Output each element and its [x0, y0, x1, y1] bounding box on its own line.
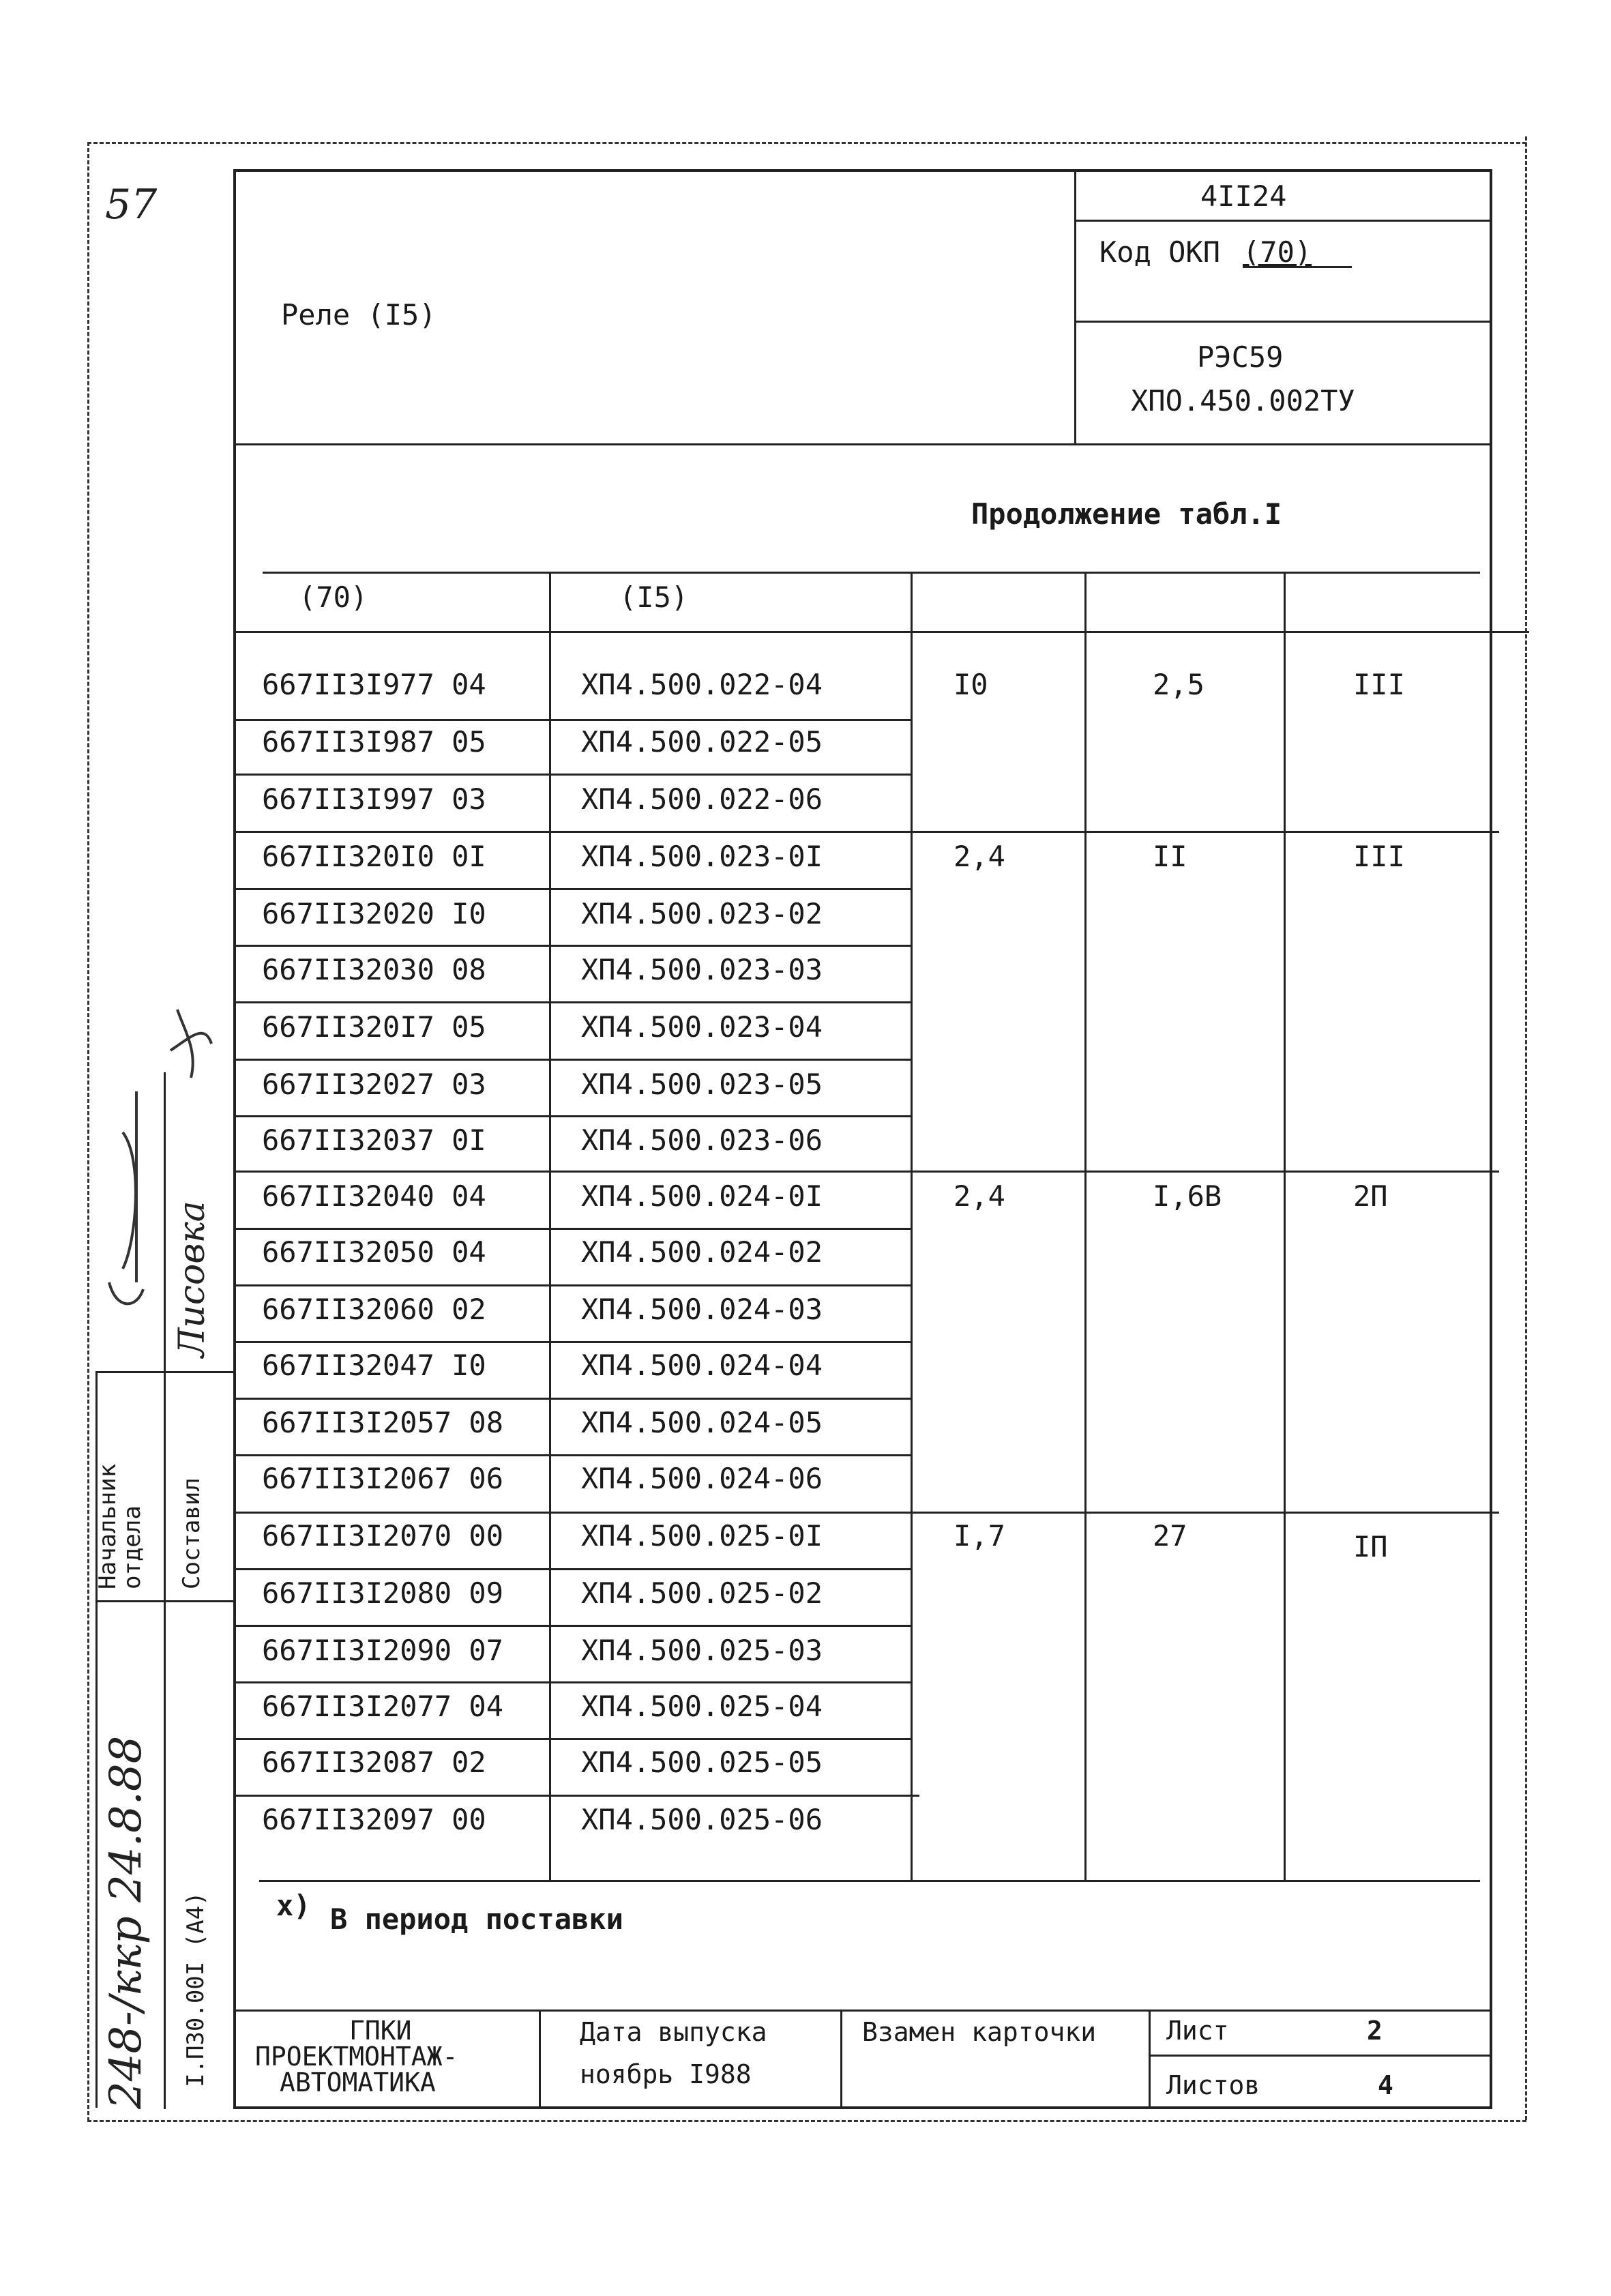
group-value-c5: IП	[1353, 1530, 1388, 1563]
page-number: 57	[105, 181, 158, 229]
signature-strokes	[95, 955, 232, 1378]
table-row-designation: ХП4.500.024-06	[581, 1462, 823, 1495]
code-number: 4II24	[1200, 179, 1287, 213]
table-row-okp: 667II3I977 04	[262, 668, 486, 701]
sheets-label: Листов	[1166, 2070, 1260, 2100]
table-row-designation: ХП4.500.022-06	[581, 782, 823, 816]
table-row-okp: 667II32027 03	[262, 1068, 486, 1101]
replaces-label: Взамен карточки	[862, 2017, 1097, 2047]
group-value-c4: I,6В	[1153, 1179, 1222, 1213]
table-row-designation: ХП4.500.024-02	[581, 1235, 823, 1269]
signature-name: Лисовка	[172, 1201, 213, 1357]
table-row-okp: 667II3I2070 00	[262, 1519, 504, 1552]
form-code: I.ПЗ0.00I (А4)	[182, 1892, 209, 2087]
table-row-designation: ХП4.500.024-04	[581, 1349, 823, 1382]
table-row-okp: 667II3I2080 09	[262, 1576, 504, 1610]
group-value-c4: II	[1153, 840, 1187, 873]
group-value-c5: 2П	[1353, 1179, 1388, 1213]
group-value-c3: I0	[954, 668, 988, 701]
group-value-c3: I,7	[954, 1519, 1005, 1552]
footnote-text: В период поставки	[330, 1902, 623, 1936]
table-row-designation: ХП4.500.025-06	[581, 1803, 823, 1836]
outer-frame-bottom	[87, 2120, 1526, 2122]
table-row-designation: ХП4.500.025-03	[581, 1634, 823, 1667]
table-row-okp: 667II320I7 05	[262, 1010, 486, 1044]
dept-head-label: Начальник отдела	[94, 1463, 146, 1589]
product-title: Реле (I5)	[281, 298, 437, 332]
table-row-designation: ХП4.500.023-0I	[581, 840, 823, 873]
table-row-designation: ХП4.500.022-05	[581, 725, 823, 759]
issue-date-value: ноябрь I988	[580, 2059, 752, 2089]
table-row-designation: ХП4.500.022-04	[581, 668, 823, 701]
header-bottom-line	[233, 443, 1492, 445]
compiled-label: Составил	[178, 1477, 205, 1589]
table-row-designation: ХП4.500.023-02	[581, 897, 823, 930]
table-row-designation: ХП4.500.025-04	[581, 1690, 823, 1723]
outer-frame-left	[87, 142, 89, 2121]
table-row-okp: 667II32030 08	[262, 953, 486, 986]
table-row-designation: ХП4.500.025-02	[581, 1576, 823, 1610]
group-value-c3: 2,4	[954, 840, 1005, 873]
registration-stamp: 248-/ккр 24.8.88	[101, 1735, 151, 2109]
table-row-designation: ХП4.500.025-05	[581, 1746, 823, 1779]
table-row-designation: ХП4.500.025-0I	[581, 1519, 823, 1552]
table-row-okp: 667II32037 0I	[262, 1123, 486, 1157]
group-value-c4: 2,5	[1153, 668, 1204, 701]
table-bottom-line	[259, 1880, 1480, 1882]
table-row-okp: 667II3I2067 06	[262, 1462, 504, 1495]
group-line-3	[233, 1512, 1499, 1514]
footer-org-line-1: ГПКИ	[349, 2016, 412, 2046]
table-row-okp: 667II32060 02	[262, 1293, 486, 1326]
model-name: РЭС59	[1197, 340, 1284, 374]
group-line-2	[233, 1171, 1499, 1173]
sheets-value: 4	[1378, 2070, 1393, 2100]
group-value-c3: 2,4	[954, 1179, 1005, 1213]
table-row-designation: ХП4.500.024-0I	[581, 1179, 823, 1213]
footer-org-line-3: АВТОМАТИКА	[280, 2067, 436, 2098]
signature-stroke	[171, 1010, 211, 1078]
table-row-okp: 667II320I0 0I	[262, 840, 486, 873]
table-row-okp: 667II32040 04	[262, 1179, 486, 1213]
table-row-okp: 667II32097 00	[262, 1803, 486, 1836]
signature-stroke	[109, 1091, 143, 1304]
spec-number: ХПО.450.002ТУ	[1131, 384, 1355, 417]
table-row-designation: ХП4.500.023-05	[581, 1068, 823, 1101]
table-row-designation: ХП4.500.023-04	[581, 1010, 823, 1044]
table-top-line	[263, 572, 1480, 574]
sheet-value: 2	[1367, 2016, 1383, 2046]
okp-code: (70)	[1243, 235, 1312, 269]
table-row-okp: 667II32087 02	[262, 1746, 486, 1779]
table-row-okp: 667II32047 I0	[262, 1349, 486, 1382]
table-row-designation: ХП4.500.023-03	[581, 953, 823, 986]
outer-frame-right	[1525, 136, 1527, 2120]
continuation-label: Продолжение табл.I	[971, 497, 1282, 531]
table-row-okp: 667II3I987 05	[262, 725, 486, 759]
table-row-okp: 667II3I2090 07	[262, 1634, 504, 1667]
table-row-okp: 667II3I2077 04	[262, 1690, 504, 1723]
outer-frame-top	[87, 142, 1526, 144]
footer-org-line-2: ПРОЕКТМОНТАЖ-	[255, 2042, 458, 2072]
group-value-c5: III	[1353, 668, 1405, 701]
footer-top-line	[233, 2010, 1492, 2012]
table-row-okp: 667II32050 04	[262, 1235, 486, 1269]
group-line-1	[233, 831, 1499, 833]
table-row-designation: ХП4.500.024-03	[581, 1293, 823, 1326]
okp-label: Код ОКП	[1099, 235, 1221, 269]
group-value-c4: 27	[1153, 1519, 1187, 1552]
col-header-okp: (70)	[299, 580, 368, 614]
group-value-c5: III	[1353, 840, 1405, 873]
table-row-designation: ХП4.500.023-06	[581, 1123, 823, 1157]
footnote-mark: x)	[276, 1889, 311, 1922]
issue-date-label: Дата выпуска	[580, 2017, 767, 2047]
header-split-line	[1074, 169, 1076, 443]
sheet-label: Лист	[1166, 2016, 1229, 2046]
table-row-okp: 667II32020 I0	[262, 897, 486, 930]
table-header-line	[233, 631, 1529, 633]
table-row-okp: 667II3I2057 08	[262, 1406, 504, 1439]
col-header-designation: (I5)	[619, 580, 689, 614]
table-row-okp: 667II3I997 03	[262, 782, 486, 816]
table-row-designation: ХП4.500.024-05	[581, 1406, 823, 1439]
